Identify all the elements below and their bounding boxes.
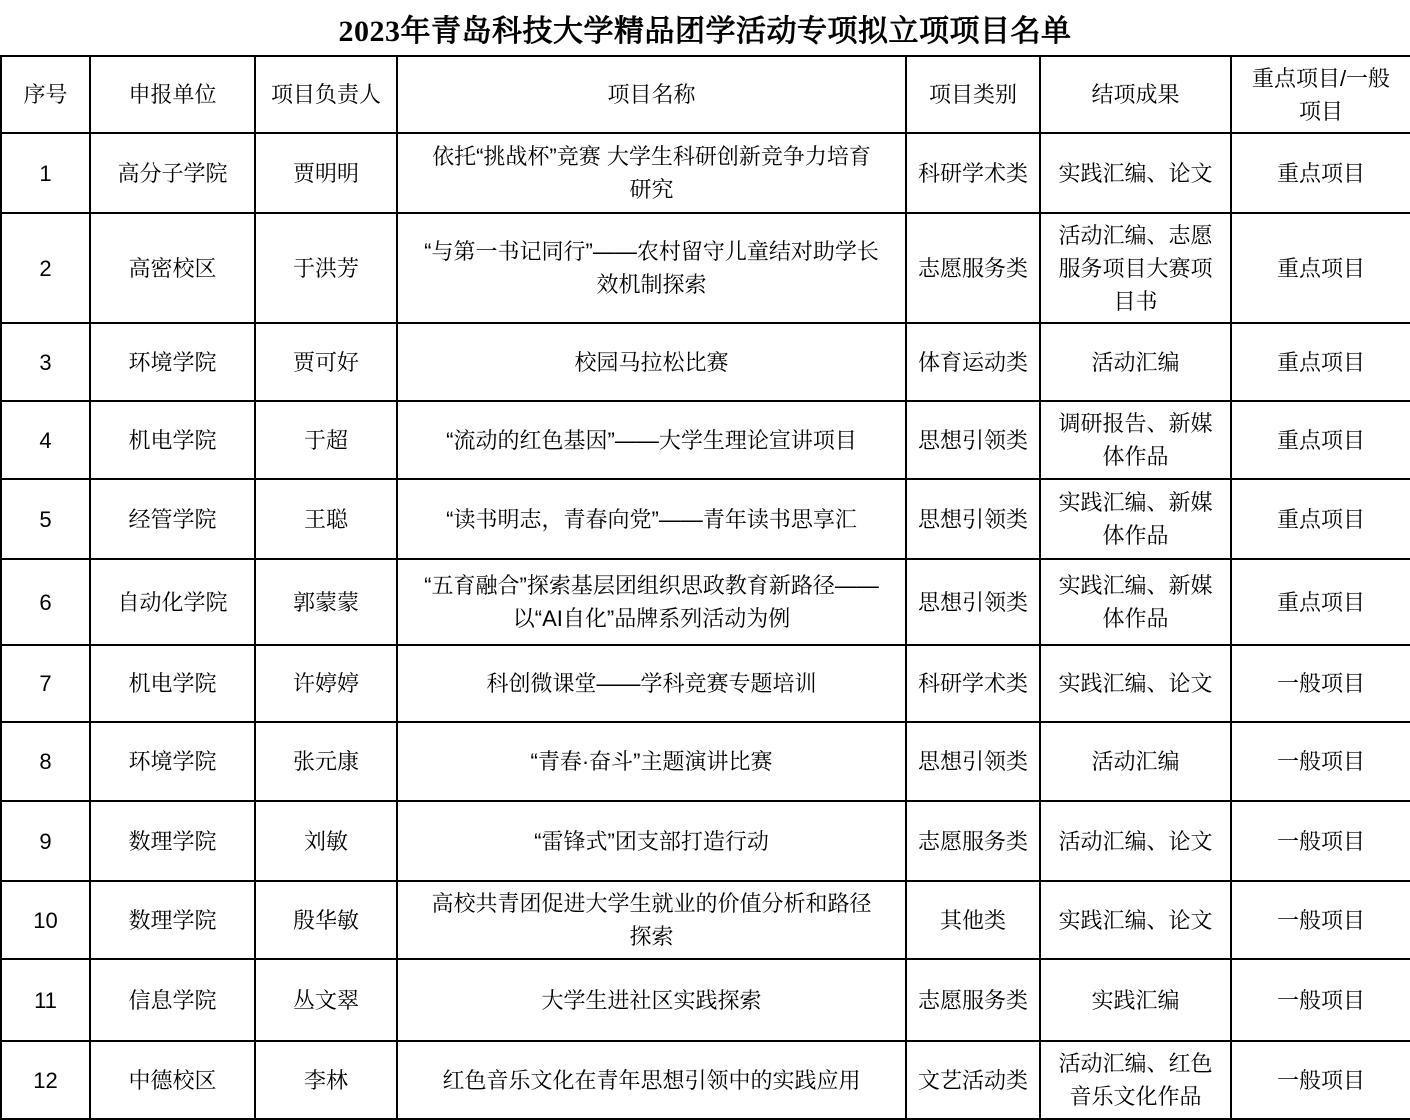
cell-unit: 自动化学院 (90, 559, 255, 645)
cell-outcome: 活动汇编、志愿服务项目大赛项目书 (1040, 213, 1231, 323)
header-outcome: 结项成果 (1040, 56, 1231, 133)
cell-name: “五育融合”探索基层团组织思政教育新路径——以“AI自化”品牌系列活动为例 (397, 559, 906, 645)
cell-category: 思想引领类 (906, 722, 1040, 801)
cell-level: 一般项目 (1231, 959, 1410, 1041)
table-row (1, 213, 1410, 323)
cell-name: “青春·奋斗”主题演讲比赛 (397, 722, 906, 801)
cell-level: 一般项目 (1231, 881, 1410, 959)
table-row (1, 559, 1410, 645)
cell-level: 重点项目 (1231, 401, 1410, 479)
cell-leader: 李林 (255, 1041, 397, 1119)
cell-name: “读书明志，青春向党”——青年读书思享汇 (397, 479, 906, 559)
cell-unit: 环境学院 (90, 722, 255, 801)
cell-leader: 于洪芳 (255, 213, 397, 323)
cell-outcome: 调研报告、新媒体作品 (1040, 401, 1231, 479)
cell-unit: 高分子学院 (90, 133, 255, 213)
cell-name: 依托“挑战杯”竞赛 大学生科研创新竞争力培育研究 (397, 133, 906, 213)
cell-seq: 1 (1, 133, 90, 213)
cell-seq: 4 (1, 401, 90, 479)
cell-leader: 殷华敏 (255, 881, 397, 959)
cell-level: 重点项目 (1231, 559, 1410, 645)
cell-seq: 12 (1, 1041, 90, 1119)
cell-leader: 丛文翠 (255, 959, 397, 1041)
cell-unit: 信息学院 (90, 959, 255, 1041)
page-title: 2023年青岛科技大学精品团学活动专项拟立项项目名单 (338, 14, 1072, 48)
cell-level: 一般项目 (1231, 1041, 1410, 1119)
cell-name: 大学生进社区实践探索 (397, 959, 906, 1041)
cell-level: 一般项目 (1231, 645, 1410, 722)
table-row (1, 959, 1410, 1041)
table-row (1, 722, 1410, 801)
cell-seq: 9 (1, 801, 90, 881)
cell-unit: 经管学院 (90, 479, 255, 559)
cell-outcome: 活动汇编 (1040, 323, 1231, 401)
header-name: 项目名称 (397, 56, 906, 133)
cell-leader: 贾可好 (255, 323, 397, 401)
cell-category: 科研学术类 (906, 133, 1040, 213)
table-row (1, 479, 1410, 559)
table-row (1, 881, 1410, 959)
cell-seq: 10 (1, 881, 90, 959)
table-row (1, 645, 1410, 722)
cell-unit: 机电学院 (90, 401, 255, 479)
cell-seq: 7 (1, 645, 90, 722)
cell-seq: 3 (1, 323, 90, 401)
table-row (1, 1041, 1410, 1119)
cell-category: 思想引领类 (906, 401, 1040, 479)
cell-outcome: 活动汇编 (1040, 722, 1231, 801)
cell-seq: 11 (1, 959, 90, 1041)
table-row (1, 801, 1410, 881)
cell-unit: 环境学院 (90, 323, 255, 401)
cell-seq: 8 (1, 722, 90, 801)
header-level: 重点项目/一般项目 (1231, 56, 1410, 133)
table-header-row (1, 56, 1410, 133)
header-category: 项目类别 (906, 56, 1040, 133)
cell-category: 其他类 (906, 881, 1040, 959)
cell-outcome: 实践汇编、论文 (1040, 645, 1231, 722)
cell-outcome: 实践汇编、论文 (1040, 133, 1231, 213)
header-seq: 序号 (1, 56, 90, 133)
cell-category: 志愿服务类 (906, 213, 1040, 323)
cell-seq: 6 (1, 559, 90, 645)
cell-name: “与第一书记同行”——农村留守儿童结对助学长效机制探索 (397, 213, 906, 323)
cell-unit: 数理学院 (90, 881, 255, 959)
cell-name: “流动的红色基因”——大学生理论宣讲项目 (397, 401, 906, 479)
cell-outcome: 实践汇编 (1040, 959, 1231, 1041)
cell-seq: 2 (1, 213, 90, 323)
cell-outcome: 活动汇编、论文 (1040, 801, 1231, 881)
cell-seq: 5 (1, 479, 90, 559)
cell-outcome: 实践汇编、新媒体作品 (1040, 559, 1231, 645)
cell-leader: 许婷婷 (255, 645, 397, 722)
cell-outcome: 实践汇编、论文 (1040, 881, 1231, 959)
cell-leader: 王聪 (255, 479, 397, 559)
cell-unit: 机电学院 (90, 645, 255, 722)
cell-category: 志愿服务类 (906, 801, 1040, 881)
cell-level: 重点项目 (1231, 213, 1410, 323)
cell-unit: 数理学院 (90, 801, 255, 881)
cell-level: 重点项目 (1231, 479, 1410, 559)
cell-outcome: 活动汇编、红色音乐文化作品 (1040, 1041, 1231, 1119)
project-table (0, 55, 1410, 1120)
header-leader: 项目负责人 (255, 56, 397, 133)
cell-leader: 郭蒙蒙 (255, 559, 397, 645)
cell-leader: 贾明明 (255, 133, 397, 213)
cell-unit: 高密校区 (90, 213, 255, 323)
cell-name: 红色音乐文化在青年思想引领中的实践应用 (397, 1041, 906, 1119)
cell-level: 重点项目 (1231, 323, 1410, 401)
cell-category: 科研学术类 (906, 645, 1040, 722)
table-row (1, 323, 1410, 401)
cell-category: 思想引领类 (906, 559, 1040, 645)
cell-category: 思想引领类 (906, 479, 1040, 559)
cell-leader: 刘敏 (255, 801, 397, 881)
cell-category: 志愿服务类 (906, 959, 1040, 1041)
cell-unit: 中德校区 (90, 1041, 255, 1119)
cell-level: 一般项目 (1231, 801, 1410, 881)
cell-category: 文艺活动类 (906, 1041, 1040, 1119)
cell-name: “雷锋式”团支部打造行动 (397, 801, 906, 881)
cell-category: 体育运动类 (906, 323, 1040, 401)
cell-name: 高校共青团促进大学生就业的价值分析和路径探索 (397, 881, 906, 959)
cell-level: 重点项目 (1231, 133, 1410, 213)
header-unit: 申报单位 (90, 56, 255, 133)
cell-outcome: 实践汇编、新媒体作品 (1040, 479, 1231, 559)
table-row (1, 133, 1410, 213)
cell-level: 一般项目 (1231, 722, 1410, 801)
cell-leader: 于超 (255, 401, 397, 479)
table-row (1, 401, 1410, 479)
cell-leader: 张元康 (255, 722, 397, 801)
cell-name: 科创微课堂——学科竞赛专题培训 (397, 645, 906, 722)
cell-name: 校园马拉松比赛 (397, 323, 906, 401)
